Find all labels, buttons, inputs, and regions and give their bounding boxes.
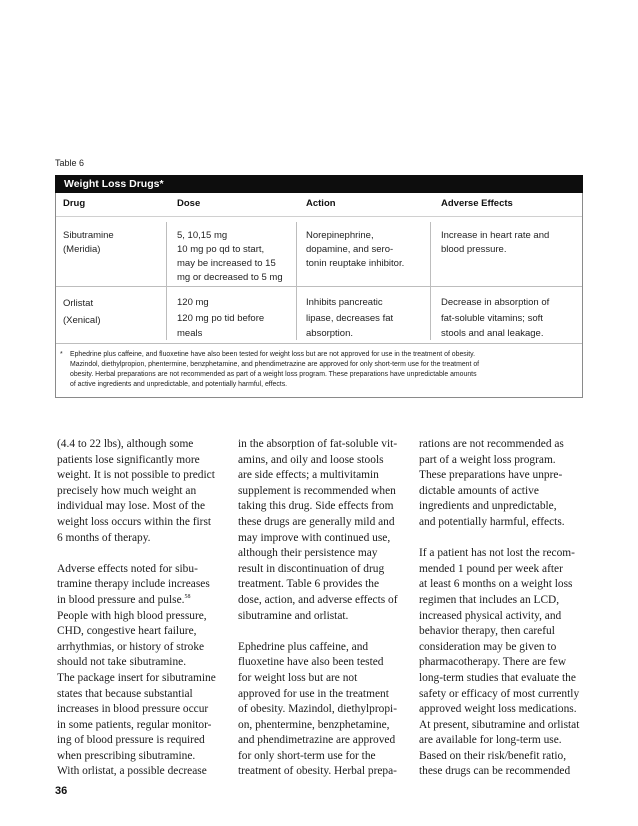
footnote-line: obesity. Herbal preparations are not recommended as part of a weight loss program. These preparations have unpredictable amounts xyxy=(70,371,477,378)
table-cell-dose xyxy=(177,295,264,342)
table-cell-action xyxy=(306,295,393,342)
text-line: when prescribing sibutramine. xyxy=(57,749,196,762)
table-cell-action xyxy=(306,229,404,271)
cell-line: 120 mg xyxy=(177,297,209,308)
text-line: treatment. Table 6 provides the xyxy=(238,578,380,591)
cell-line: (Meridia) xyxy=(63,244,101,255)
table-column-headers xyxy=(56,193,582,217)
text-line: are side effects; a multivitamin xyxy=(238,469,379,482)
text-line: in some patients, regular monitor- xyxy=(57,718,212,731)
paragraph-gap xyxy=(57,546,216,562)
text-line: With orlistat, a possible decrease xyxy=(57,765,207,778)
text-line: weight loss occurs within the first xyxy=(57,515,212,528)
cell-line: 10 mg po qd to start, xyxy=(177,244,265,255)
text-line: for weight loss but are not xyxy=(238,671,358,684)
cell-line: dopamine, and sero- xyxy=(306,244,394,255)
text-line: states that because substantial xyxy=(57,687,193,700)
text-line: (4.4 to 22 lbs), although some xyxy=(57,438,194,450)
text-line: increases in blood pressure occur xyxy=(57,703,209,716)
text-line: on, phentermine, benzphetamine, xyxy=(238,718,390,731)
table-cell-adverse-effects xyxy=(441,229,549,257)
table-cell-drug xyxy=(63,297,101,328)
text-line: ingredients and unpredictable, xyxy=(419,500,557,513)
row-divider xyxy=(56,286,582,287)
paragraph xyxy=(419,546,579,780)
cell-line: mg or decreased to 5 mg xyxy=(177,272,283,283)
cell-line: tonin reuptake inhibitor. xyxy=(306,258,405,269)
column-divider xyxy=(296,222,297,340)
weight-loss-drugs-table xyxy=(55,193,583,398)
text-line: treatment of obesity. Herbal prepa- xyxy=(238,765,397,778)
text-line: 6 months of therapy. xyxy=(57,531,151,544)
cell-line: blood pressure. xyxy=(441,244,507,255)
body-column-2 xyxy=(238,437,398,780)
text-line: part of a weight loss program. xyxy=(419,453,556,466)
table-cell-adverse-effects xyxy=(441,295,549,342)
cell-line: lipase, decreases fat xyxy=(306,312,394,324)
reference-superscript: 58 xyxy=(184,594,191,601)
footnote-line: Ephedrine plus caffeine, and fluoxetine have also been tested for weight loss but are not approved for use in the treatment of obesity. xyxy=(70,351,476,358)
text-line: individual may lose. Most of the xyxy=(57,500,206,513)
cell-line: Sibutramine xyxy=(63,230,114,241)
cell-line: meals xyxy=(177,328,203,339)
cell-line: Norepinephrine, xyxy=(306,230,374,241)
text-line: fluoxetine have also been tested xyxy=(238,656,384,669)
column-header-action: Action xyxy=(306,198,336,209)
text-line: taking this drug. Side effects from xyxy=(238,500,394,513)
text-line: in the absorption of fat-soluble vit- xyxy=(238,438,398,450)
cell-line: Orlistat xyxy=(63,298,94,309)
table-title-bar xyxy=(55,175,583,193)
paragraph-gap xyxy=(419,531,579,547)
cell-line: 120 mg po tid before xyxy=(177,312,265,324)
text-line: although their persistence may xyxy=(238,547,378,560)
text-line: mended 1 pound per week after xyxy=(419,562,563,575)
paragraph xyxy=(238,437,398,624)
paragraph xyxy=(238,640,398,780)
paragraph-gap xyxy=(238,624,398,640)
text-line: long-term studies that evaluate the xyxy=(419,671,576,684)
paragraph xyxy=(57,437,216,546)
text-line: arrhythmias, or history of stroke xyxy=(57,640,205,653)
text-line: regimen that includes an LCD, xyxy=(419,593,560,606)
footnote-line: Mazindol, diethylpropion, phentermine, benzphetamine, and phendimetrazine are approved for only short-term use for the treatment of xyxy=(70,361,480,368)
text-line: sibutramine and orlistat. xyxy=(238,609,349,622)
text-line: tramine therapy include increases xyxy=(57,578,210,591)
table-footnote xyxy=(60,350,572,390)
table-title: Weight Loss Drugs* xyxy=(64,178,164,190)
text-line: dictable amounts of active xyxy=(419,484,539,497)
text-line: Based on their risk/benefit ratio, xyxy=(419,749,567,762)
cell-line: Decrease in absorption of xyxy=(441,297,550,308)
text-line: At present, sibutramine and orlistat xyxy=(419,718,580,731)
body-column-3 xyxy=(419,437,579,780)
cell-line: 5, 10,15 mg xyxy=(177,230,228,241)
column-header-drug: Drug xyxy=(63,198,86,209)
text-line: Ephedrine plus caffeine, and xyxy=(238,640,369,653)
text-line: consideration may be given to xyxy=(419,640,557,653)
text-line: of obesity. Mazindol, diethylpropi- xyxy=(238,703,398,716)
text-line: at least 6 months on a weight loss xyxy=(419,578,573,591)
text-line: increased physical activity, and xyxy=(419,609,562,622)
paragraph xyxy=(419,437,579,531)
text-line: weight. It is not possible to predict xyxy=(57,469,215,482)
table-cell-dose xyxy=(177,229,283,285)
text-line: these drugs are generally mild and xyxy=(238,515,395,528)
cell-line: may be increased to 15 xyxy=(177,258,276,269)
text-line: If a patient has not lost the recom- xyxy=(419,547,575,560)
text-line: behavior therapy, then careful xyxy=(419,625,555,638)
table-cell-drug xyxy=(63,229,114,257)
text-segment: in blood pressure and pulse. xyxy=(57,593,185,606)
cell-line: stools and anal leakage. xyxy=(441,328,544,339)
paragraph xyxy=(57,562,216,780)
column-divider xyxy=(430,222,431,340)
text-line: amins, and oily and loose stools xyxy=(238,453,384,466)
cell-line: fat-soluble vitamins; soft xyxy=(441,312,543,324)
text-line: are available for long-term use. xyxy=(419,734,562,747)
text-line: and potentially harmful, effects. xyxy=(419,515,565,528)
text-line: rations are not recommended as xyxy=(419,438,564,450)
cell-line: (Xenical) xyxy=(63,315,101,326)
text-line: People with high blood pressure, xyxy=(57,609,207,622)
text-line: and phendimetrazine are approved xyxy=(238,734,396,747)
page-number: 36 xyxy=(55,785,68,797)
text-line: safety or efficacy of most currently xyxy=(419,687,580,700)
cell-line: Inhibits pancreatic xyxy=(306,297,383,308)
row-divider xyxy=(56,343,582,344)
text-line: The package insert for sibutramine xyxy=(57,671,216,684)
cell-line: Increase in heart rate and xyxy=(441,230,550,241)
text-line: CHD, congestive heart failure, xyxy=(57,625,197,638)
column-divider xyxy=(166,222,167,340)
column-header-dose: Dose xyxy=(177,198,201,209)
text-line: may improve with continued use, xyxy=(238,531,391,544)
text-line: should not take sibutramine. xyxy=(57,656,187,669)
text-line: ing of blood pressure is required xyxy=(57,734,205,747)
text-line: result in discontinuation of drug xyxy=(238,562,385,575)
text-line: for only short-term use for the xyxy=(238,749,376,762)
footnote-mark: * xyxy=(60,351,63,358)
text-line: patients lose significantly more xyxy=(57,453,200,466)
text-line: precisely how much weight an xyxy=(57,484,197,497)
text-line: supplement is recommended when xyxy=(238,484,396,497)
footnote-line: of active ingredients and unpredictable, and potentially harmful, effects. xyxy=(70,381,288,388)
table-label: Table 6 xyxy=(55,158,85,168)
text-line-with-reference xyxy=(57,593,216,609)
text-line: approved for use in the treatment xyxy=(238,687,389,700)
column-header-adverse-effects: Adverse Effects xyxy=(441,198,513,209)
text-line: dose, action, and adverse effects of xyxy=(238,593,398,606)
body-column-1 xyxy=(57,437,216,780)
text-line: approved weight loss medications. xyxy=(419,703,577,716)
text-line: pharmacotherapy. There are few xyxy=(419,656,567,669)
cell-line: absorption. xyxy=(306,328,354,339)
text-line: Adverse effects noted for sibu- xyxy=(57,562,198,575)
text-line: these drugs can be recommended xyxy=(419,765,571,778)
text-line: These preparations have unpre- xyxy=(419,469,563,482)
